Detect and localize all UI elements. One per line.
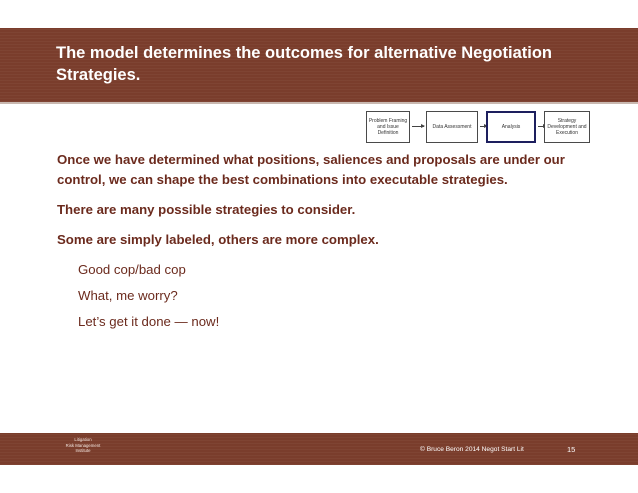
- slide-body: [57, 150, 567, 338]
- slide-number: 15: [567, 445, 576, 454]
- title-divider: [0, 102, 638, 104]
- flow-step-label: Data Assessment: [432, 124, 472, 130]
- strategy-example: Let’s get it done — now!: [78, 314, 220, 329]
- strategy-example: Good cop/bad cop: [78, 262, 186, 277]
- flow-step-label: Analysis: [501, 124, 521, 130]
- slide-title: The model determines the outcomes for alternative Negotiation Strategies.: [56, 44, 553, 84]
- body-paragraph-positions: Once we have determined what positions, saliences and proposals are under our control, we can shape the best combinations into executable strategies.: [57, 152, 565, 187]
- flow-step-data-assessment: [426, 111, 478, 143]
- strategy-example: What, me worry?: [78, 288, 178, 303]
- body-paragraph-strategies: There are many possible strategies to consider.: [57, 202, 356, 217]
- flow-step-strategy-development: [544, 111, 590, 143]
- flow-arrow-1: [412, 126, 424, 127]
- institute-logo: [57, 437, 109, 461]
- logo-line: Risk Management: [65, 442, 101, 448]
- logo-line: Litigation: [74, 437, 92, 442]
- logo-line: Institute: [75, 448, 91, 453]
- body-paragraph-labels: Some are simply labeled, others are more complex.: [57, 232, 379, 247]
- flow-step-label: Strategy Development and Execution: [547, 118, 587, 136]
- strategy-examples-list: [78, 260, 567, 332]
- flow-step-problem-framing: [366, 111, 410, 143]
- flow-step-label: Problem Framing and Issue Definition: [368, 118, 408, 136]
- flow-step-analysis: [486, 111, 536, 143]
- process-flow-diagram: [366, 111, 590, 145]
- footer-credit: © Bruce Beron 2014 Negot Start Lit: [420, 446, 524, 453]
